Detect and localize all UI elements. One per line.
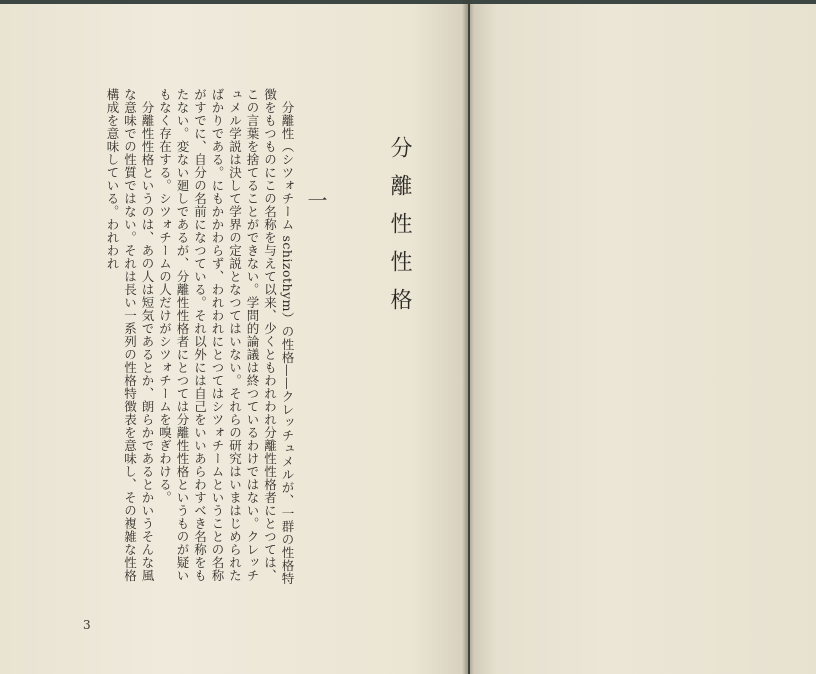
paragraph: 分離性（シツォチーム schizothym）の性格——クレッチュメルが、一群の性格特徴をもつものにこの名称を与えて以来、少くともわれわれ分離性性格者にとつては、この言葉を捨てることができない。学問的論議は終つているわけではない。クレッチュメル学説は決して学界の定説となつてはいない。それらの研究はいまはじめられたばかりである。にもかかわらず、われわれにとつてはシツォチームということの名称がすでに、自分の名前になつている。それ以外には自己をいいあらわすべき名称をもたない。変ない廻しであるが、分離性性格者にとつては分離性性格というものが疑いもなく存在する。シツォチームの人だけがシツォチームを嗅ぎわける。 bbox=[157, 88, 295, 585]
page-number: 3 bbox=[83, 618, 91, 632]
right-page bbox=[470, 4, 816, 674]
paragraph: 分離性性格というのは、あの人は短気であるとか、朗らかであるとかいうそんな風な意味での性質ではない。それは長い一系列の性格特徴表を意味し、その複雑な性格構成を意味している。われわれ bbox=[105, 88, 155, 582]
body-text bbox=[76, 88, 296, 593]
left-page bbox=[0, 4, 468, 674]
section-number: 一 bbox=[304, 190, 328, 210]
chapter-title: 分離性性格 bbox=[387, 136, 412, 326]
